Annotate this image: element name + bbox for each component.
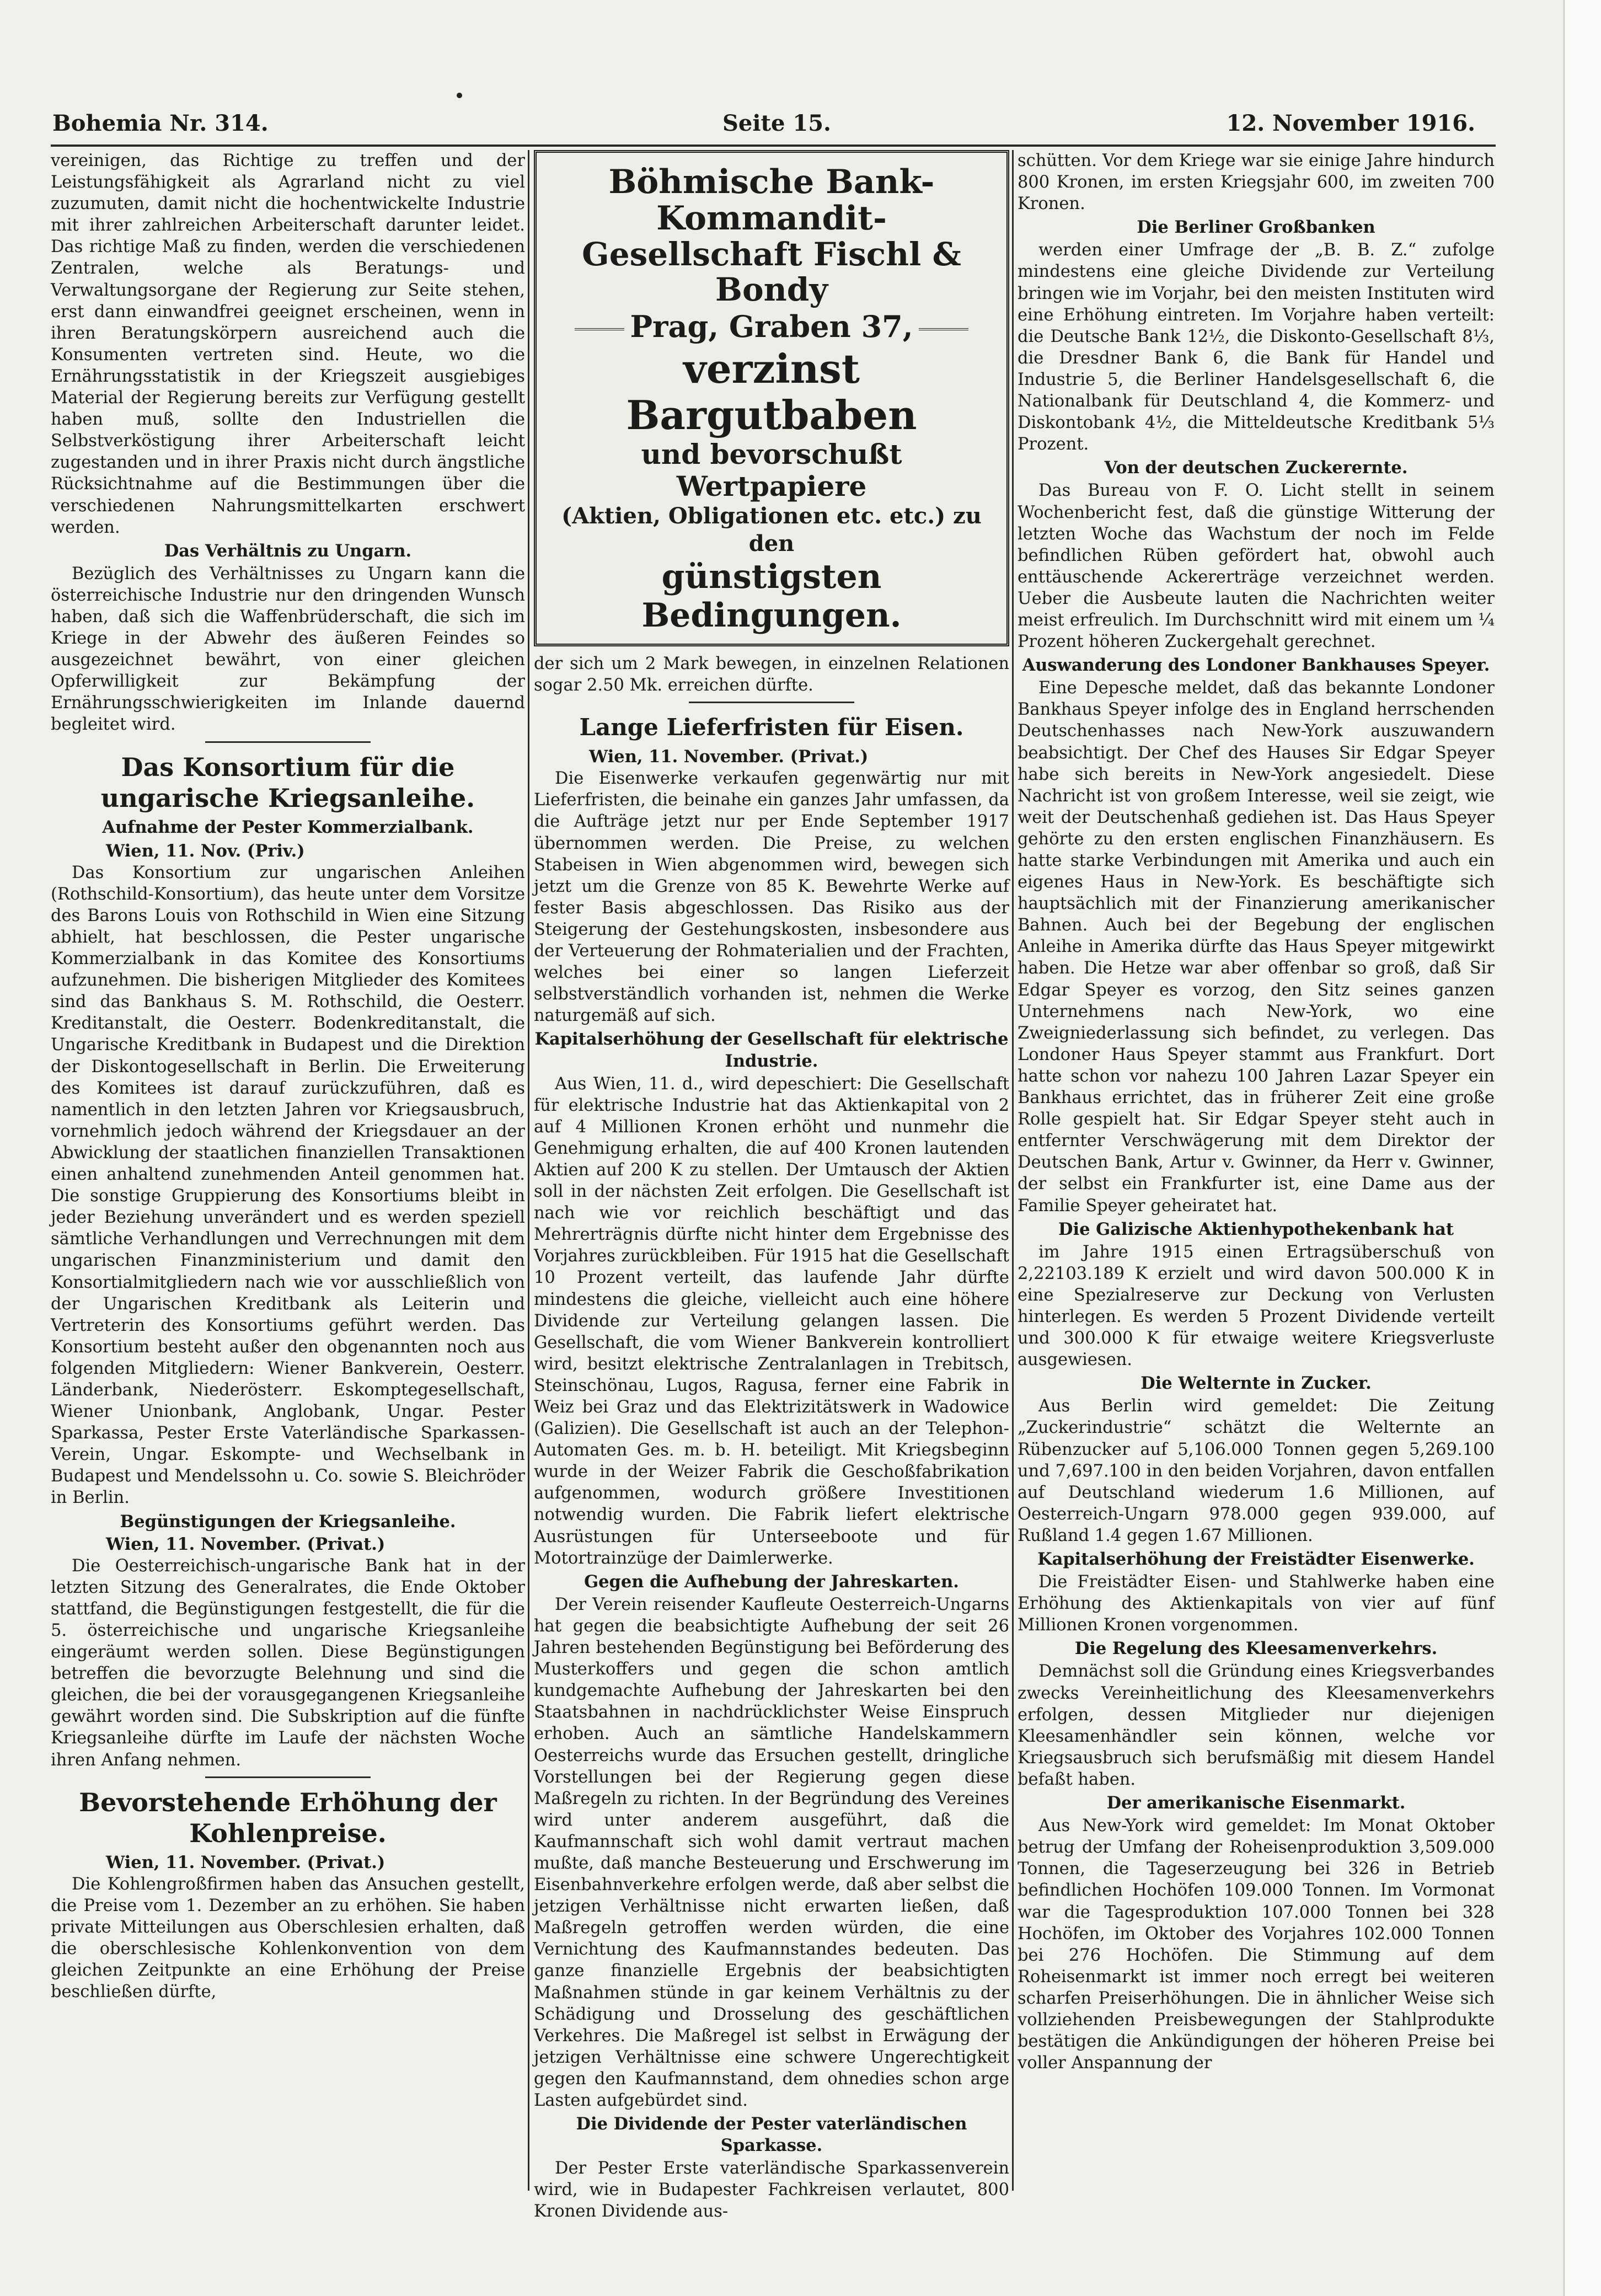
article-headline: Lange Lieferfristen für Eisen. xyxy=(579,714,964,741)
section-heading: Die Galizische Aktienhypothekenbank hat xyxy=(1058,1219,1454,1239)
ad-line: Böhmische Bank-Kommandit- xyxy=(608,163,935,238)
divider xyxy=(205,741,371,743)
article-headline: Bevorstehende Erhöhung der Kohlenpreise. xyxy=(79,1787,497,1848)
ad-line: verzinst Bargutbaben xyxy=(626,345,917,438)
article-text: Die Kohlengroßfirmen haben das Ansuchen gestellt, die Preise vom 1. Dezember an zu erhöhen. Sie haben private Mitteilungen aus Oberschlesien erhalten, daß die oberschlesische Kohlenkonvention von dem gleichen Zeitpunkte an eine Erhöhung der Preise beschließen dürfte, xyxy=(51,1874,525,2002)
article-text: Die Freistädter Eisen- und Stahlwerke haben eine Erhöhung des Aktienkapitals von vier auf fünf Millionen Kronen vorgenommen. xyxy=(1018,1572,1495,1635)
column-rule-1 xyxy=(528,150,529,2191)
article-text: vereinigen, das Richtige zu treffen und der Leistungsfähigkeit als Agrarland nicht zu viel zuzumuten, damit nicht die hochentwickelte Industrie mit ihrer zahlreichen Arbeiterschaft darunter leidet. Das richtige Maß zu finden, werden die verschiedenen Zentralen, welche als Beratungs- und Verwaltungsorgane der Regierung zur Seite stehen, erst dann einwandfrei geeignet erscheinen, wenn in ihren Beratungskörpern ausreichend auch die Konsumenten vertreten sind. Heute, wo die Ernährungsstatistik in der Kriegszeit ausgiebiges Material der Regierung bereits zur Verfügung gestellt haben muß, sollte den Industriellen die Selbstverköstigung ihrer Arbeiterschaft leicht zugestanden und in ihrer Praxis nicht durch ängstliche Rücksichtnahme auf die Bestimmungen über die verschiedenen Nahrungsmittelkarten erschwert werden. xyxy=(51,151,525,537)
page-edge xyxy=(1563,0,1601,2296)
divider xyxy=(205,1776,371,1778)
column-3 xyxy=(1018,150,1495,2074)
article-text: Der Pester Erste vaterländische Sparkassenverein wird, wie in Budapester Fachkreisen verlautet, 800 Kronen Dividende aus- xyxy=(534,2159,1009,2222)
dateline: Wien, 11. November. (Privat.) xyxy=(106,1534,385,1554)
article-text: Der Verein reisender Kaufleute Oesterreich-Ungarns hat gegen die beabsichtigte Aufhebung der seit 26 Jahren bestehenden Begünstigung bei Beförderung des Musterkoffers und gegen die schon amtlich kundgemachte Aufhebung der Jahreskarten bei den Staatsbahnen in nachdrücklichster Weise Einspruch erhoben. Auch an sämtliche Handelskammern Oesterreichs wurde das Ersuchen gestellt, dringliche Vorstellungen bei der Regierung gegen diese Maßregeln zu richten. In der Begründung des Vereines wird unter anderem ausgeführt, daß die Kaufmannschaft sich wohl damit vertraut machen mußte, daß manche Besteuerung und Erschwerung im Eisenbahnverkehre erfolgen werde, daß aber selbst die jetzigen Verhältnisse nicht erwarten ließen, daß Maßregeln getroffen werden würden, die eine Vernichtung des Kaufmannstandes bedeuten. Das ganze finanzielle Ergebnis der beabsichtigten Maßnahmen stünde in gar keinem Verhältnis zu der Schädigung und Drosselung des geschäftlichen Verkehres. Die Maßregel ist selbst in Erwägung der jetzigen Verhältnisse eine schwere Ungerechtigkeit gegen den Kaufmannstand, dem ohnedies schon arge Lasten aufgebürdet sind. xyxy=(534,1594,1009,2110)
column-1 xyxy=(51,150,525,2003)
divider xyxy=(689,702,854,703)
section-heading: Der amerikanische Eisenmarkt. xyxy=(1106,1793,1406,1813)
article-text: im Jahre 1915 einen Ertragsüberschuß von 2,22103.189 K erzielt und wird davon 500.000 K in eine Spezialreserve zur Deckung von Verlusten hinterlegen. Es werden 5 Prozent Dividende verteilt und 300.000 K für etwaige weitere Kriegsverluste ausgewiesen. xyxy=(1018,1242,1495,1370)
section-heading: Auswanderung des Londoner Bankhauses Speyer. xyxy=(1022,655,1490,676)
dateline: Wien, 11. November. (Privat.) xyxy=(106,1852,385,1872)
ad-line: und bevorschußt Wertpapiere xyxy=(641,438,902,502)
header-page-number: Seite 15. xyxy=(722,110,831,136)
column-2 xyxy=(534,150,1009,2223)
section-heading: Begünstigungen der Kriegsanleihe. xyxy=(120,1511,456,1532)
article-text: Das Konsortium zur ungarischen Anleihen (Rothschild-Konsortium), das heute unter dem Vorsitze des Barons Louis von Rothschild in Wien eine Sitzung abhielt, hat beschlossen, die Pester ungarische Kommerzialbank in das Komitee des Konsortiums aufzunehmen. Die bisherigen Mitglieder des Komitees sind das Bankhaus S. M. Rothschild, die Oesterr. Kreditanstalt, die Oesterr. Bodenkreditanstalt, die Ungarische Kreditbank in Budapest und die Direktion der Diskontogesellschaft in Berlin. Die Erweiterung des Komitees ist darauf zurückzuführen, daß es namentlich in den letzten Jahren vor Kriegsausbruch, vornehmlich jedoch während der Kriegsdauer an der Abwicklung der staatlichen finanziellen Transaktionen einen anhaltend zunehmenden Anteil genommen hat. Die sonstige Gruppierung des Konsortiums bleibt in jeder Beziehung unverändert und es werden speziell sämtliche Verhandlungen und Verrechnungen mit dem ungarischen Finanzministerium und damit den Konsortialmitgliedern nach wie vor ausschließlich von der Ungarischen Kreditbank als Leiterin und Vertreterin des Konsortiums geführt werden. Das Konsortium besteht außer den obgenannten noch aus folgenden Mitgliedern: Wiener Bankverein, Oesterr. Länderbank, Niederösterr. Eskomptegesellschaft, Wiener Unionbank, Anglobank, Ungar. Pester Sparkassa, Pester Erste Vaterländische Sparkassen-Verein, Ungar. Eskompte- und Wechselbank in Budapest und Mendelssohn u. Co. sowie S. Bleichröder in Berlin. xyxy=(51,863,525,1508)
dateline: Wien, 11. November. (Privat.) xyxy=(589,747,869,767)
article-subheadline: Aufnahme der Pester Kommerzialbank. xyxy=(102,817,474,837)
ad-line: günstigsten Bedingungen. xyxy=(641,558,902,635)
article-text: Bezüglich des Verhältnisses zu Ungarn kann die österreichische Industrie nur den dringenden Wunsch haben, daß sich die Waffenbrüderschaft, die sich im Kriege in der Abwehr des äußeren Feindes so ausgezeichnet bewährt, von einer gleichen Opferwilligkeit zur Bekämpfung der Ernährungsschwierigkeiten im Inlande dauernd begleitet wird. xyxy=(51,564,525,735)
article-text: Eine Depesche meldet, daß das bekannte Londoner Bankhaus Speyer infolge des in England herrschenden Deutschenhasses nach New-York auszuwandern beabsichtigt. Der Chef des Hauses Sir Edgar Speyer habe sich bereits in New-York angesiedelt. Diese Nachricht ist von großem Interesse, weil sie zeigt, wie weit der Deutschenhaß gediehen ist. Das Haus Speyer gehörte zu den ersten englischen Finanzhäusern. Es hatte starke Verbindungen mit Amerika und auch ein eigenes Haus in New-York. Es beschäftigte sich hauptsächlich mit der Finanzierung amerikanischer Bahnen. Auch bei der Begebung der englischen Anleihe in Amerika dürfte das Haus Speyer mitgewirkt haben. Die Hetze war aber offenbar so groß, daß Sir Edgar Speyer es vorzog, den Sitz seines ganzen Unternehmens nach New-York, wo eine Zweigniederlassung sich befindet, zu verlegen. Das Londoner Haus Speyer stammt aus Frankfurt. Dort hatte schon vor nahezu 100 Jahren Lazar Speyer ein Bankhaus errichtet, das in früherer Zeit eine große Rolle gespielt hat. Sir Edgar Speyer steht auch in entfernter Verschwägerung mit dem Direktor der Deutschen Bank, Artur v. Gwinner, da Herr v. Gwinner, der selbst ein Frankfurter ist, eine Dame aus der Familie Speyer geheiratet hat. xyxy=(1018,678,1495,1216)
section-heading: Kapitalserhöhung der Gesellschaft für elektrische Industrie. xyxy=(534,1029,1009,1071)
ad-line: (Aktien, Obligationen etc. etc.) zu den xyxy=(561,503,982,556)
article-text: Aus Wien, 11. d., wird depeschiert: Die Gesellschaft für elektrische Industrie hat das Aktienkapital von 2 auf 4 Millionen Kronen erhöht und nunmehr die Genehmigung erhalten, die auf 400 Kronen lautenden Aktien auf 200 K zu stellen. Der Umtausch der Aktien soll in der nächsten Zeit erfolgen. Die Gesellschaft ist nach wie vor reichlich beschäftigt und das Mehrerträgnis dürfte nicht hinter dem Ergebnisse des Vorjahres zurückbleiben. Für 1915 hat die Gesellschaft 10 Prozent verteilt, das laufende Jahr dürfte mindestens die gleiche, vielleicht auch eine höhere Dividende zur Verteilung gelangen lassen. Die Gesellschaft, die vom Wiener Bankverein kontrolliert wird, besitzt elektrische Zentralanlagen in Trebitsch, Steinschönau, Lugos, Ragusa, ferner eine Fabrik in Weiz bei Graz und das Elektrizitätswerk in Wadowice (Galizien). Die Gesellschaft ist auch an der Telephon-Automaten Ges. m. b. H. beteiligt. Mit Kriegsbeginn wurde in der Weizer Fabrik die Geschoßfabrikation aufgenommen, wodurch größere Investitionen notwendig wurden. Die Fabrik liefert elektrische Ausrüstungen für Unterseeboote und für Motortrainzüge der Daimlerwerke. xyxy=(534,1074,1009,1568)
header-issue: Bohemia Nr. 314. xyxy=(52,110,269,136)
bank-advertisement xyxy=(534,150,1009,646)
article-text: Aus Berlin wird gemeldet: Die Zeitung „Zuckerindustrie“ schätzt die Welternte an Rübenzucker auf 5,106.000 Tonnen gegen 5,269.100 und 7,697.100 in den beiden Vorjahren, davon entfallen auf Deutschland wiederum 1.6 Millionen, auf Oesterreich-Ungarn 978.000 gegen 939.000, auf Rußland 1.4 gegen 1.67 Millionen. xyxy=(1018,1396,1495,1545)
article-text: schütten. Vor dem Kriege war sie einige Jahre hindurch 800 Kronen, im ersten Kriegsjahr 600, im zweiten 700 Kronen. xyxy=(1018,151,1495,214)
page-header xyxy=(52,110,1475,149)
section-heading: Das Verhältnis zu Ungarn. xyxy=(164,540,412,561)
article-text: der sich um 2 Mark bewegen, in einzelnen Relationen sogar 2.50 Mk. erreichen dürfte. xyxy=(534,654,1009,695)
header-rule xyxy=(51,144,1496,147)
article-text: werden einer Umfrage der „B. B. Z.“ zufolge mindestens eine gleiche Dividende zur Verteilung bringen wie im Vorjahr, bei den meisten Instituten wird eine Erhöhung eintreten. Im Vorjahre haben verteilt: die Deutsche Bank 12½, die Diskonto-Gesellschaft 8⅓, die Dresdner Bank 6, die Bank für Handel und Industrie 5, die Berliner Handelsgesellschaft 6, die Nationalbank für Deutschland 4, die Kommerz- und Diskontobank 4½, die Mitteldeutsche Kreditbank 5⅓ Prozent. xyxy=(1018,240,1495,454)
ink-speck xyxy=(457,93,462,98)
section-heading: Gegen die Aufhebung der Jahreskarten. xyxy=(584,1571,959,1592)
article-text: Das Bureau von F. O. Licht stellt in seinem Wochenbericht fest, daß die günstige Witterung der letzten Woche das Wachstum der noch im Felde befindlichen Rüben gefördert hat, obwohl auch enttäuschende Ackererträge verzeichnet werden. Ueber die Ausbeute lauten die Nachrichten weiter meist erfreulich. Im Durchschnitt wird mit einem um ¼ Prozent höheren Zuckergehalt gerechnet. xyxy=(1018,481,1495,652)
section-heading: Die Berliner Großbanken xyxy=(1137,217,1375,238)
dateline: Wien, 11. Nov. (Priv.) xyxy=(106,841,305,861)
ad-address: Prag, Graben 37, xyxy=(544,309,999,344)
section-heading: Die Regelung des Kleesamenverkehrs. xyxy=(1074,1639,1438,1659)
column-rule-2 xyxy=(1012,150,1014,2191)
ad-line: Gesellschaft Fischl & Bondy xyxy=(582,236,961,308)
article-headline: Das Konsortium für die ungarische Kriegsanleihe. xyxy=(100,752,475,813)
article-text: Die Eisenwerke verkaufen gegenwärtig nur mit Lieferfristen, die beinahe ein ganzes Jahr umfassen, da die Aufträge jetzt nur per Ende September 1917 übernommen werden. Die Preise, zu welchen Stabeisen in Wien abgenommen wird, bewegen sich jetzt um die Grenze von 85 K. Bewehrte Werke auf fester Basis abgeschlossen. Das Risiko aus der Steigerung der Gestehungskosten, insbesondere aus der Verteuerung der Rohmaterialien und der Frachten, welches bei einer so langen Lieferzeit selbstverständlich vorhanden ist, nehmen die Werke naturgemäß auf sich. xyxy=(534,769,1009,1026)
section-heading: Die Welternte in Zucker. xyxy=(1140,1373,1372,1394)
section-heading: Von der deutschen Zuckerernte. xyxy=(1104,458,1408,478)
article-text: Aus New-York wird gemeldet: Im Monat Oktober betrug der Umfang der Roheisenproduktion 3,509.000 Tonnen, die Tageserzeugung bei 326 in Betrieb befindlichen Hochöfen 109.000 Tonnen. Im Vormonat war die Tagesproduktion 107.000 Tonnen bei 328 Hochöfen, im Oktober des Vorjahres 102.000 Tonnen bei 276 Hochöfen. Die Stimmung auf dem Roheisenmarkt ist immer noch erregt bei weiteren scharfen Preiserhöhungen. Die in ähnlicher Weise sich vollziehenden Preisbewegungen der Stahlprodukte bestätigen die Ankündigungen der höheren Preise bei voller Anspannung der xyxy=(1018,1816,1495,2073)
header-date: 12. November 1916. xyxy=(1226,110,1475,136)
section-heading: Die Dividende der Pester vaterländischen Sparkasse. xyxy=(576,2114,967,2156)
article-text: Die Oesterreichisch-ungarische Bank hat in der letzten Sitzung des Generalrates, die Ende Oktober stattfand, die Begünstigungen festgestellt, die für die 5. österreichische und ungarische Kriegsanleihe eingeräumt werden sollen. Diese Begünstigungen betreffen die bevorzugte Belehnung und sind die gleichen, die bei der vorausgegangenen Kriegsanleihe gewährt worden sind. Die Subskription auf die fünfte Kriegsanleihe dürfte im Laufe der nächsten Woche ihren Anfang nehmen. xyxy=(51,1556,525,1770)
section-heading: Kapitalserhöhung der Freistädter Eisenwerke. xyxy=(1037,1549,1475,1569)
article-text: Demnächst soll die Gründung eines Kriegsverbandes zwecks Vereinheitlichung des Kleesamenverkehrs erfolgen, dessen Mitglieder nur diejenigen Kleesamenhändler sein können, welche vor Kriegsausbruch sich berufsmäßig mit diesem Handel befaßt haben. xyxy=(1018,1662,1495,1789)
